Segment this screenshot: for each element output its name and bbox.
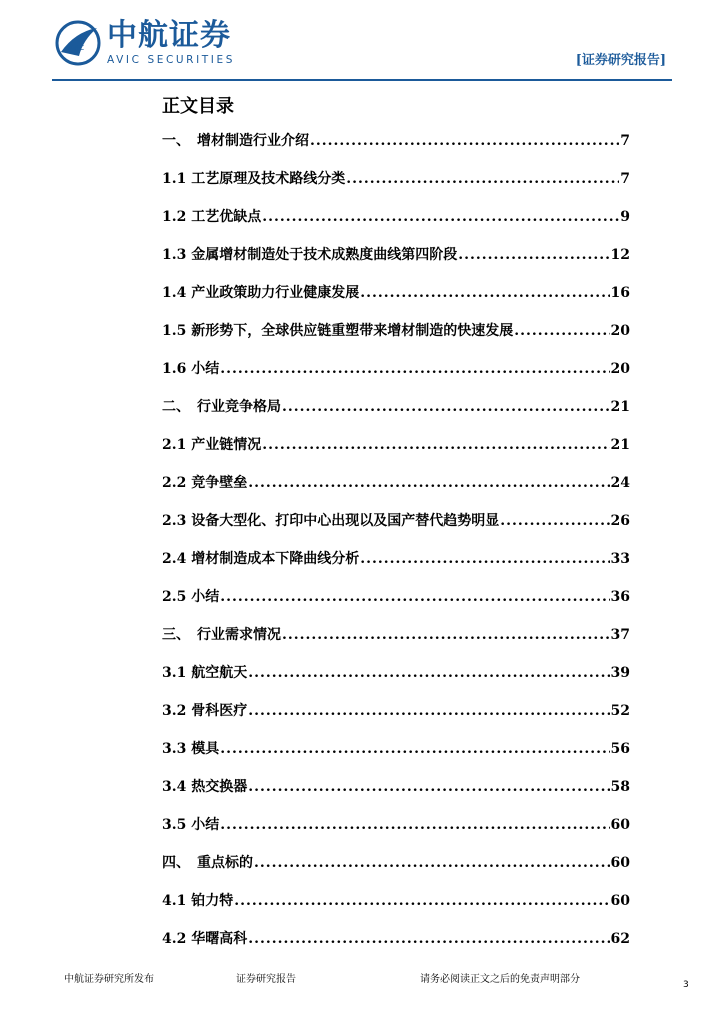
toc-entry[interactable]: [162, 244, 630, 282]
svg-text:AVIC: AVIC: [68, 44, 85, 52]
company-logo: [55, 20, 235, 66]
toc-dot-leader: [360, 551, 609, 567]
toc-entry-page: 56: [610, 741, 630, 757]
toc-entry-page: 33: [610, 551, 630, 567]
toc-entry-label: 3.4 热交换器: [162, 779, 248, 795]
toc-entry-label: 3.5 小结: [162, 817, 220, 833]
toc-entry-page: 24: [610, 475, 630, 491]
toc-entry-page: 37: [610, 627, 630, 643]
toc-entry-label: 二、 行业竞争格局: [162, 399, 281, 415]
toc-entry-label: 一、 增材制造行业介绍: [162, 133, 309, 149]
toc-dot-leader: [282, 399, 610, 415]
toc-entry-label: 4.2 华曙高科: [162, 931, 248, 947]
toc-entry-page: 20: [610, 323, 630, 339]
report-type-tag: [证券研究报告]: [575, 53, 666, 68]
toc-dot-leader: [458, 247, 609, 263]
toc-entry[interactable]: [162, 130, 630, 168]
footer-doc-type: 证券研究报告: [236, 974, 296, 985]
toc-entry-page: 21: [610, 399, 630, 415]
toc-entry[interactable]: [162, 206, 630, 244]
toc-entry[interactable]: [162, 700, 630, 738]
toc-entry[interactable]: [162, 738, 630, 776]
toc-entry[interactable]: [162, 890, 630, 928]
toc-dot-leader: [500, 513, 609, 529]
logo-english-name: AVIC SECURITIES: [107, 54, 235, 66]
toc-entry-label: 2.1 产业链情况: [162, 437, 262, 453]
toc-entry-page: 21: [610, 437, 630, 453]
toc-entry-label: 1.5 新形势下，全球供应链重塑带来增材制造的快速发展: [162, 323, 514, 339]
toc-entry-label: 1.2 工艺优缺点: [162, 209, 262, 225]
toc-entry-label: 2.2 竞争壁垒: [162, 475, 248, 491]
toc-entry[interactable]: [162, 548, 630, 586]
toc-entry-label: 1.4 产业政策助力行业健康发展: [162, 285, 360, 301]
toc-dot-leader: [248, 475, 609, 491]
toc-entry[interactable]: [162, 624, 630, 662]
toc-entry[interactable]: [162, 776, 630, 814]
toc-entry-label: 四、 重点标的: [162, 855, 253, 871]
toc-dot-leader: [248, 931, 609, 947]
toc-entry-page: 62: [610, 931, 630, 947]
toc-entry-page: 9: [620, 209, 630, 225]
toc-entry-label: 2.3 设备大型化、打印中心出现以及国产替代趋势明显: [162, 513, 500, 529]
toc-entry-page: 12: [610, 247, 630, 263]
avic-logo-icon: [55, 20, 101, 66]
toc-dot-leader: [234, 893, 609, 909]
toc-entry[interactable]: [162, 510, 630, 548]
toc-entry[interactable]: [162, 586, 630, 624]
table-of-contents: [162, 130, 630, 966]
toc-entry[interactable]: [162, 168, 630, 206]
toc-entry-page: 58: [610, 779, 630, 795]
toc-entry[interactable]: [162, 320, 630, 358]
toc-entry-page: 36: [610, 589, 630, 605]
toc-entry-label: 三、 行业需求情况: [162, 627, 281, 643]
toc-entry[interactable]: [162, 662, 630, 700]
toc-entry[interactable]: [162, 472, 630, 510]
page-header: [0, 0, 724, 82]
toc-entry-label: 1.6 小结: [162, 361, 220, 377]
toc-entry[interactable]: [162, 814, 630, 852]
toc-entry-page: 39: [610, 665, 630, 681]
footer-disclaimer: 请务必阅读正文之后的免责声明部分: [420, 974, 580, 985]
toc-entry[interactable]: [162, 928, 630, 966]
logo-chinese-name: 中航证券: [107, 18, 231, 53]
toc-entry-label: 3.1 航空航天: [162, 665, 248, 681]
toc-dot-leader: [262, 209, 619, 225]
toc-entry[interactable]: [162, 282, 630, 320]
toc-dot-leader: [262, 437, 609, 453]
toc-dot-leader: [360, 285, 609, 301]
toc-entry-page: 16: [610, 285, 630, 301]
toc-dot-leader: [346, 171, 619, 187]
toc-entry-page: 26: [610, 513, 630, 529]
toc-entry[interactable]: [162, 434, 630, 472]
toc-dot-leader: [248, 703, 609, 719]
toc-dot-leader: [514, 323, 609, 339]
toc-dot-leader: [248, 665, 609, 681]
footer-publisher: 中航证券研究所发布: [64, 974, 154, 985]
toc-entry-page: 7: [620, 133, 630, 149]
toc-entry-label: 3.3 模具: [162, 741, 220, 757]
toc-dot-leader: [254, 855, 610, 871]
toc-entry-page: 7: [620, 171, 630, 187]
toc-dot-leader: [220, 817, 609, 833]
toc-entry-label: 2.5 小结: [162, 589, 220, 605]
toc-entry-page: 20: [610, 361, 630, 377]
toc-dot-leader: [220, 741, 609, 757]
toc-title: 正文目录: [162, 96, 234, 117]
toc-entry-page: 60: [610, 855, 630, 871]
toc-dot-leader: [248, 779, 609, 795]
toc-entry-label: 3.2 骨科医疗: [162, 703, 248, 719]
toc-entry-page: 52: [610, 703, 630, 719]
toc-entry[interactable]: [162, 852, 630, 890]
toc-dot-leader: [220, 589, 609, 605]
toc-entry-label: 1.1 工艺原理及技术路线分类: [162, 171, 346, 187]
toc-dot-leader: [282, 627, 610, 643]
toc-entry-page: 60: [610, 817, 630, 833]
header-divider: [52, 79, 672, 81]
toc-entry-label: 2.4 增材制造成本下降曲线分析: [162, 551, 360, 567]
toc-dot-leader: [220, 361, 609, 377]
toc-entry[interactable]: [162, 396, 630, 434]
toc-dot-leader: [310, 133, 619, 149]
toc-entry-page: 60: [610, 893, 630, 909]
page-number: 3: [683, 980, 689, 990]
toc-entry-label: 1.3 金属增材制造处于技术成熟度曲线第四阶段: [162, 247, 458, 263]
toc-entry-label: 4.1 铂力特: [162, 893, 234, 909]
toc-entry[interactable]: [162, 358, 630, 396]
